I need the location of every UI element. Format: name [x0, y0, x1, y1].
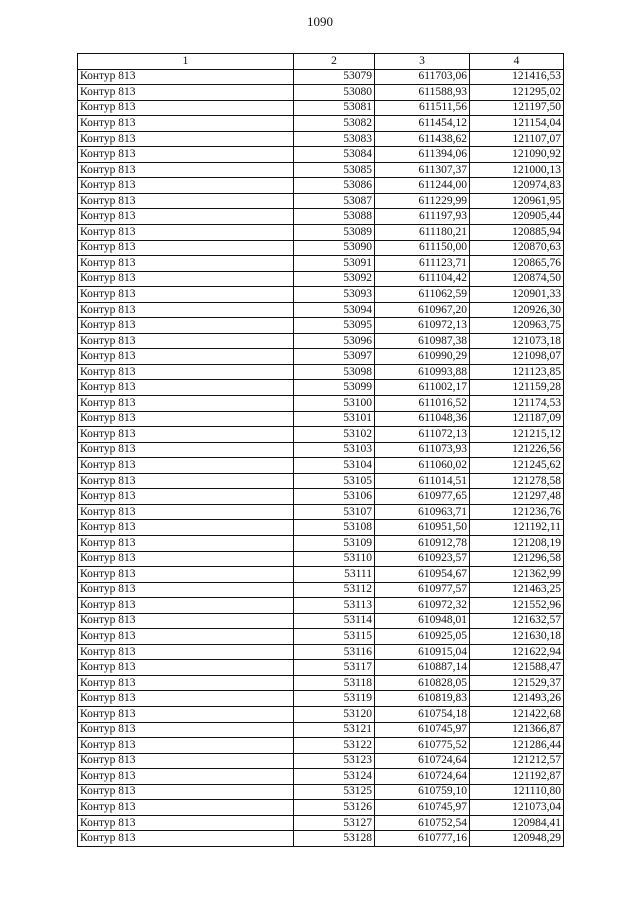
coordinate-y-cell: 121159,28: [470, 380, 564, 396]
contour-name-cell: Контур 813: [78, 784, 294, 800]
point-number-cell: 53124: [294, 769, 375, 785]
coordinate-x-cell: 610775,52: [375, 738, 470, 754]
coordinate-x-cell: 610745,97: [375, 800, 470, 816]
point-number-cell: 53088: [294, 209, 375, 225]
coordinate-x-cell: 610745,97: [375, 722, 470, 738]
contour-name-cell: Контур 813: [78, 675, 294, 691]
coordinate-y-cell: 120963,75: [470, 318, 564, 334]
coordinate-x-cell: 610990,29: [375, 349, 470, 365]
point-number-cell: 53087: [294, 193, 375, 209]
coordinate-x-cell: 610948,01: [375, 613, 470, 629]
coordinate-x-cell: 610759,10: [375, 784, 470, 800]
header-cell-2: 2: [294, 54, 375, 70]
contour-name-cell: Контур 813: [78, 100, 294, 116]
coordinate-y-cell: 121297,48: [470, 489, 564, 505]
contour-name-cell: Контур 813: [78, 722, 294, 738]
contour-name-cell: Контур 813: [78, 769, 294, 785]
coordinate-y-cell: 121278,58: [470, 473, 564, 489]
table-row: [78, 675, 564, 691]
table-row: [78, 442, 564, 458]
coordinate-x-cell: 610915,04: [375, 644, 470, 660]
coordinate-y-cell: 120984,41: [470, 815, 564, 831]
coordinate-x-cell: 611180,21: [375, 225, 470, 241]
point-number-cell: 53115: [294, 629, 375, 645]
contour-name-cell: Контур 813: [78, 85, 294, 101]
point-number-cell: 53086: [294, 178, 375, 194]
point-number-cell: 53102: [294, 427, 375, 443]
page-number: 1090: [307, 14, 333, 29]
coordinate-y-cell: 121552,96: [470, 598, 564, 614]
table-row: [78, 706, 564, 722]
point-number-cell: 53121: [294, 722, 375, 738]
point-number-cell: 53111: [294, 567, 375, 583]
coordinate-x-cell: 610887,14: [375, 660, 470, 676]
coordinate-x-cell: 610912,78: [375, 535, 470, 551]
point-number-cell: 53126: [294, 800, 375, 816]
point-number-cell: 53104: [294, 458, 375, 474]
table-row: [78, 520, 564, 536]
coordinate-x-cell: 611307,37: [375, 162, 470, 178]
point-number-cell: 53095: [294, 318, 375, 334]
coordinate-x-cell: 610972,13: [375, 318, 470, 334]
contour-name-cell: Контур 813: [78, 318, 294, 334]
coordinate-y-cell: 121192,87: [470, 769, 564, 785]
contour-name-cell: Контур 813: [78, 131, 294, 147]
coordinate-x-cell: 611394,06: [375, 147, 470, 163]
coordinate-y-cell: 121174,53: [470, 396, 564, 412]
table-row: [78, 691, 564, 707]
coordinate-y-cell: 121098,07: [470, 349, 564, 365]
point-number-cell: 53119: [294, 691, 375, 707]
contour-name-cell: Контур 813: [78, 411, 294, 427]
point-number-cell: 53100: [294, 396, 375, 412]
table-row: [78, 489, 564, 505]
table-row: [78, 131, 564, 147]
table-row: [78, 831, 564, 847]
table-row: [78, 333, 564, 349]
coordinate-x-cell: 610724,64: [375, 769, 470, 785]
table-row: [78, 85, 564, 101]
point-number-cell: 53080: [294, 85, 375, 101]
coordinate-y-cell: 121110,80: [470, 784, 564, 800]
coordinate-x-cell: 611229,99: [375, 193, 470, 209]
table-row: [78, 349, 564, 365]
contour-name-cell: Контур 813: [78, 629, 294, 645]
coordinate-y-cell: 121463,25: [470, 582, 564, 598]
coordinate-x-cell: 610987,38: [375, 333, 470, 349]
coordinate-y-cell: 120870,63: [470, 240, 564, 256]
contour-name-cell: Контур 813: [78, 147, 294, 163]
coordinate-y-cell: 121416,53: [470, 69, 564, 85]
table-row: [78, 225, 564, 241]
point-number-cell: 53109: [294, 535, 375, 551]
coordinate-y-cell: 121212,57: [470, 753, 564, 769]
coordinate-x-cell: 610752,54: [375, 815, 470, 831]
coordinate-y-cell: 121296,58: [470, 551, 564, 567]
coordinate-x-cell: 610777,16: [375, 831, 470, 847]
contour-name-cell: Контур 813: [78, 116, 294, 132]
coordinate-x-cell: 611438,62: [375, 131, 470, 147]
point-number-cell: 53093: [294, 287, 375, 303]
table-header: [78, 54, 564, 70]
table-row: [78, 396, 564, 412]
coordinate-y-cell: 121073,18: [470, 333, 564, 349]
contour-name-cell: Контур 813: [78, 753, 294, 769]
coordinate-x-cell: 611244,00: [375, 178, 470, 194]
point-number-cell: 53081: [294, 100, 375, 116]
contour-name-cell: Контур 813: [78, 831, 294, 847]
table-row: [78, 738, 564, 754]
table-row: [78, 147, 564, 163]
point-number-cell: 53108: [294, 520, 375, 536]
point-number-cell: 53114: [294, 613, 375, 629]
contour-name-cell: Контур 813: [78, 162, 294, 178]
coordinate-x-cell: 611150,00: [375, 240, 470, 256]
coordinate-y-cell: 121154,04: [470, 116, 564, 132]
point-number-cell: 53097: [294, 349, 375, 365]
contour-name-cell: Контур 813: [78, 644, 294, 660]
table-row: [78, 567, 564, 583]
coordinate-x-cell: 610828,05: [375, 675, 470, 691]
coordinate-y-cell: 121226,56: [470, 442, 564, 458]
header-cell-1: 1: [78, 54, 294, 70]
point-number-cell: 53116: [294, 644, 375, 660]
coordinate-y-cell: 121588,47: [470, 660, 564, 676]
coordinate-y-cell: 120926,30: [470, 302, 564, 318]
point-number-cell: 53103: [294, 442, 375, 458]
coordinate-x-cell: 611104,42: [375, 271, 470, 287]
contour-name-cell: Контур 813: [78, 582, 294, 598]
coordinate-y-cell: 121187,09: [470, 411, 564, 427]
point-number-cell: 53084: [294, 147, 375, 163]
point-number-cell: 53101: [294, 411, 375, 427]
coordinate-y-cell: 121630,18: [470, 629, 564, 645]
point-number-cell: 53098: [294, 364, 375, 380]
point-number-cell: 53094: [294, 302, 375, 318]
contour-name-cell: Контур 813: [78, 504, 294, 520]
point-number-cell: 53105: [294, 473, 375, 489]
table-row: [78, 784, 564, 800]
coordinate-x-cell: 610963,71: [375, 504, 470, 520]
table-row: [78, 473, 564, 489]
coordinate-y-cell: 120874,50: [470, 271, 564, 287]
contour-name-cell: Контур 813: [78, 473, 294, 489]
coordinate-x-cell: 610754,18: [375, 706, 470, 722]
point-number-cell: 53125: [294, 784, 375, 800]
contour-name-cell: Контур 813: [78, 333, 294, 349]
contour-name-cell: Контур 813: [78, 567, 294, 583]
point-number-cell: 53106: [294, 489, 375, 505]
table-row: [78, 551, 564, 567]
point-number-cell: 53082: [294, 116, 375, 132]
coordinate-y-cell: 120865,76: [470, 256, 564, 272]
table-row: [78, 209, 564, 225]
contour-name-cell: Контур 813: [78, 427, 294, 443]
contour-name-cell: Контур 813: [78, 225, 294, 241]
coordinate-x-cell: 610923,57: [375, 551, 470, 567]
coordinate-x-cell: 611123,71: [375, 256, 470, 272]
point-number-cell: 53110: [294, 551, 375, 567]
table-row: [78, 271, 564, 287]
table-row: [78, 722, 564, 738]
contour-name-cell: Контур 813: [78, 691, 294, 707]
coordinate-x-cell: 611016,52: [375, 396, 470, 412]
contour-name-cell: Контур 813: [78, 706, 294, 722]
coordinate-x-cell: 611073,93: [375, 442, 470, 458]
point-number-cell: 53113: [294, 598, 375, 614]
coordinate-y-cell: 121090,92: [470, 147, 564, 163]
table-row: [78, 116, 564, 132]
contour-name-cell: Контур 813: [78, 551, 294, 567]
coordinate-y-cell: 121493,26: [470, 691, 564, 707]
contour-name-cell: Контур 813: [78, 396, 294, 412]
coordinate-x-cell: 611002,17: [375, 380, 470, 396]
contour-name-cell: Контур 813: [78, 800, 294, 816]
point-number-cell: 53123: [294, 753, 375, 769]
table-row: [78, 302, 564, 318]
table-row: [78, 427, 564, 443]
table-row: [78, 458, 564, 474]
contour-name-cell: Контур 813: [78, 489, 294, 505]
coordinate-x-cell: 610977,65: [375, 489, 470, 505]
coordinate-x-cell: 611062,59: [375, 287, 470, 303]
point-number-cell: 53120: [294, 706, 375, 722]
coordinate-x-cell: 610977,57: [375, 582, 470, 598]
coordinate-y-cell: 120905,44: [470, 209, 564, 225]
table-row: [78, 178, 564, 194]
contour-name-cell: Контур 813: [78, 193, 294, 209]
contour-name-cell: Контур 813: [78, 520, 294, 536]
header-row: [78, 54, 564, 70]
table-row: [78, 240, 564, 256]
contour-name-cell: Контур 813: [78, 178, 294, 194]
coordinate-y-cell: 121208,19: [470, 535, 564, 551]
table-row: [78, 535, 564, 551]
coordinate-x-cell: 611588,93: [375, 85, 470, 101]
coordinate-x-cell: 610967,20: [375, 302, 470, 318]
contour-name-cell: Контур 813: [78, 660, 294, 676]
coordinate-x-cell: 611048,36: [375, 411, 470, 427]
table-row: [78, 411, 564, 427]
table-row: [78, 100, 564, 116]
coordinate-x-cell: 610972,32: [375, 598, 470, 614]
coordinate-x-cell: 611072,13: [375, 427, 470, 443]
coordinate-y-cell: 120974,83: [470, 178, 564, 194]
table-row: [78, 69, 564, 85]
point-number-cell: 53083: [294, 131, 375, 147]
contour-name-cell: Контур 813: [78, 598, 294, 614]
contour-name-cell: Контур 813: [78, 271, 294, 287]
point-number-cell: 53096: [294, 333, 375, 349]
coordinate-y-cell: 120901,33: [470, 287, 564, 303]
contour-name-cell: Контур 813: [78, 738, 294, 754]
coordinates-table: [77, 53, 564, 847]
table-row: [78, 800, 564, 816]
table-row: [78, 318, 564, 334]
coordinate-x-cell: 610724,64: [375, 753, 470, 769]
contour-name-cell: Контур 813: [78, 364, 294, 380]
coordinate-y-cell: 120948,29: [470, 831, 564, 847]
point-number-cell: 53079: [294, 69, 375, 85]
coordinate-x-cell: 611197,93: [375, 209, 470, 225]
point-number-cell: 53107: [294, 504, 375, 520]
table-row: [78, 287, 564, 303]
coordinate-x-cell: 610819,83: [375, 691, 470, 707]
table-row: [78, 364, 564, 380]
coordinate-x-cell: 611454,12: [375, 116, 470, 132]
table-row: [78, 815, 564, 831]
coordinate-y-cell: 121295,02: [470, 85, 564, 101]
point-number-cell: 53099: [294, 380, 375, 396]
coordinate-y-cell: 121215,12: [470, 427, 564, 443]
header-cell-3: 3: [375, 54, 470, 70]
table-row: [78, 660, 564, 676]
contour-name-cell: Контур 813: [78, 256, 294, 272]
contour-name-cell: Контур 813: [78, 458, 294, 474]
table-body: [78, 69, 564, 846]
coordinate-y-cell: 120961,95: [470, 193, 564, 209]
point-number-cell: 53122: [294, 738, 375, 754]
point-number-cell: 53117: [294, 660, 375, 676]
coordinate-x-cell: 610954,67: [375, 567, 470, 583]
point-number-cell: 53090: [294, 240, 375, 256]
contour-name-cell: Контур 813: [78, 442, 294, 458]
table-row: [78, 613, 564, 629]
table-row: [78, 162, 564, 178]
coordinate-y-cell: 121073,04: [470, 800, 564, 816]
coordinate-y-cell: 121286,44: [470, 738, 564, 754]
point-number-cell: 53112: [294, 582, 375, 598]
table-row: [78, 644, 564, 660]
contour-name-cell: Контур 813: [78, 380, 294, 396]
coordinate-y-cell: 121197,50: [470, 100, 564, 116]
point-number-cell: 53092: [294, 271, 375, 287]
table-row: [78, 256, 564, 272]
point-number-cell: 53091: [294, 256, 375, 272]
contour-name-cell: Контур 813: [78, 69, 294, 85]
table-row: [78, 504, 564, 520]
coordinate-x-cell: 611511,56: [375, 100, 470, 116]
header-cell-4: 4: [470, 54, 564, 70]
contour-name-cell: Контур 813: [78, 302, 294, 318]
coordinate-y-cell: 121245,62: [470, 458, 564, 474]
table-row: [78, 769, 564, 785]
coordinate-y-cell: 121362,99: [470, 567, 564, 583]
coordinate-y-cell: 121622,94: [470, 644, 564, 660]
coordinate-y-cell: 121529,37: [470, 675, 564, 691]
coordinate-x-cell: 610925,05: [375, 629, 470, 645]
contour-name-cell: Контур 813: [78, 349, 294, 365]
table-row: [78, 598, 564, 614]
coordinate-y-cell: 121366,87: [470, 722, 564, 738]
coordinate-x-cell: 610951,50: [375, 520, 470, 536]
contour-name-cell: Контур 813: [78, 287, 294, 303]
coordinate-y-cell: 121236,76: [470, 504, 564, 520]
coordinate-x-cell: 611060,02: [375, 458, 470, 474]
table-row: [78, 753, 564, 769]
contour-name-cell: Контур 813: [78, 535, 294, 551]
table-row: [78, 582, 564, 598]
table-row: [78, 380, 564, 396]
coordinate-x-cell: 610993,88: [375, 364, 470, 380]
point-number-cell: 53128: [294, 831, 375, 847]
coordinate-y-cell: 120885,94: [470, 225, 564, 241]
coordinate-y-cell: 121422,68: [470, 706, 564, 722]
contour-name-cell: Контур 813: [78, 209, 294, 225]
coordinate-y-cell: 121632,57: [470, 613, 564, 629]
point-number-cell: 53085: [294, 162, 375, 178]
point-number-cell: 53127: [294, 815, 375, 831]
contour-name-cell: Контур 813: [78, 240, 294, 256]
point-number-cell: 53118: [294, 675, 375, 691]
table-row: [78, 193, 564, 209]
contour-name-cell: Контур 813: [78, 815, 294, 831]
table-row: [78, 629, 564, 645]
coordinate-y-cell: 121000,13: [470, 162, 564, 178]
coordinate-x-cell: 611014,51: [375, 473, 470, 489]
coordinate-y-cell: 121123,85: [470, 364, 564, 380]
contour-name-cell: Контур 813: [78, 613, 294, 629]
coordinate-x-cell: 611703,06: [375, 69, 470, 85]
coordinate-y-cell: 121192,11: [470, 520, 564, 536]
coordinate-y-cell: 121107,07: [470, 131, 564, 147]
point-number-cell: 53089: [294, 225, 375, 241]
